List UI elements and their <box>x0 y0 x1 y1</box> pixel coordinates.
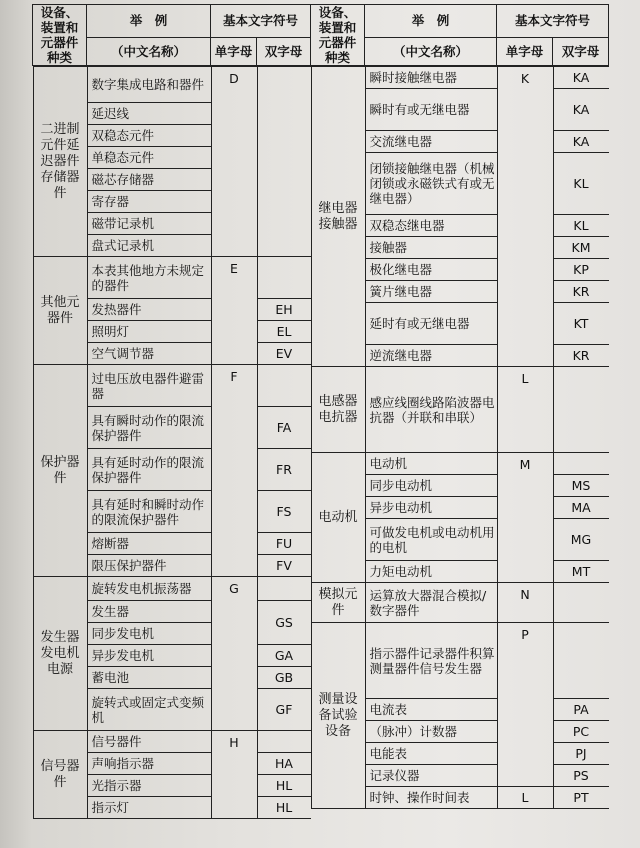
single-code-e: E <box>211 257 257 365</box>
double-code-empty <box>553 367 609 453</box>
double-code: MS <box>553 475 609 497</box>
double-code: GS <box>257 601 311 645</box>
double-code: KL <box>553 153 609 215</box>
single-code-p: P <box>497 623 553 787</box>
category-inductor: 电感器电抗器 <box>311 367 365 453</box>
single-code-k: K <box>497 67 553 367</box>
single-code-f: F <box>211 365 257 577</box>
table-row: 盘式记录机 <box>87 235 211 257</box>
table-row: 指示灯 <box>87 797 211 819</box>
table-row: 过电压放电器件避雷器 <box>87 365 211 407</box>
table-row: 空气调节器 <box>87 343 211 365</box>
header-double-right: 双字母 <box>553 37 609 65</box>
table-row: 具有延时和瞬时动作的限流保护器件 <box>87 491 211 533</box>
table-row: 极化继电器 <box>365 259 497 281</box>
single-code-h: H <box>211 731 257 819</box>
table-row: 异步发电机 <box>87 645 211 667</box>
double-code <box>257 731 311 753</box>
single-code-d: D <box>211 67 257 257</box>
right-half <box>311 66 609 809</box>
category-protect: 保护器件 <box>33 365 87 577</box>
table-row: 同步发电机 <box>87 623 211 645</box>
table-row: 寄存器 <box>87 191 211 213</box>
table-row: 磁带记录机 <box>87 213 211 235</box>
header-example-sub-left: （中文名称） <box>87 37 211 65</box>
table-row: 感应线圈线路陷波器电抗器（并联和串联） <box>365 367 497 453</box>
single-code-l-bottom: L <box>497 787 553 809</box>
double-code: HA <box>257 753 311 775</box>
category-binary: 二进制元件延迟器件存储器件 <box>33 67 87 257</box>
double-code: PJ <box>553 743 609 765</box>
table-row: 蓄电池 <box>87 667 211 689</box>
double-code: KT <box>553 303 609 345</box>
header-basic-code-left: 基本文字符号 <box>211 5 311 38</box>
table-row: 熔断器 <box>87 533 211 555</box>
table-row: 指示器件记录器件积算测量器件信号发生器 <box>365 623 497 699</box>
double-code: PT <box>553 787 609 809</box>
table-row: （脉冲）计数器 <box>365 721 497 743</box>
double-code-empty <box>553 583 609 623</box>
double-code: KM <box>553 237 609 259</box>
table-row: 时钟、操作时间表 <box>365 787 497 809</box>
category-analog: 模拟元件 <box>311 583 365 623</box>
table-row: 瞬时有或无继电器 <box>365 89 497 131</box>
table-row: 本表其他地方未规定的器件 <box>87 257 211 299</box>
double-code <box>257 577 311 601</box>
double-code <box>553 623 609 699</box>
double-code: HL <box>257 775 311 797</box>
table-row: 声响指示器 <box>87 753 211 775</box>
double-code: EH <box>257 299 311 321</box>
category-generator: 发生器发电机电源 <box>33 577 87 731</box>
header-example-left: 举 例 <box>87 5 211 38</box>
double-code: KA <box>553 67 609 89</box>
table-row: 记录仪器 <box>365 765 497 787</box>
table-row: 可做发电机或电动机用的电机 <box>365 519 497 561</box>
table-row: 瞬时接触继电器 <box>365 67 497 89</box>
double-code: KA <box>553 89 609 131</box>
table-row: 发热器件 <box>87 299 211 321</box>
single-code-l: L <box>497 367 553 453</box>
table-row: 延迟线 <box>87 103 211 125</box>
single-code-n: N <box>497 583 553 623</box>
double-code: GF <box>257 689 311 731</box>
table-row: 电能表 <box>365 743 497 765</box>
double-code: FR <box>257 449 311 491</box>
double-code: MA <box>553 497 609 519</box>
header-example-sub-right: （中文名称） <box>365 37 497 65</box>
table-row: 双稳态继电器 <box>365 215 497 237</box>
table-row: 光指示器 <box>87 775 211 797</box>
category-other: 其他元器件 <box>33 257 87 365</box>
table-row: 具有延时动作的限流保护器件 <box>87 449 211 491</box>
double-code: KP <box>553 259 609 281</box>
header-category-left: 设备、装置和元器件种类 <box>33 5 87 66</box>
table-row: 限压保护器件 <box>87 555 211 577</box>
double-code: GA <box>257 645 311 667</box>
table-row: 发生器 <box>87 601 211 623</box>
header-single-left: 单字母 <box>211 37 257 65</box>
table-row: 逆流继电器 <box>365 345 497 367</box>
table-row: 旋转发电机振荡器 <box>87 577 211 601</box>
category-signal: 信号器件 <box>33 731 87 819</box>
table-row: 旋转式或固定式变频机 <box>87 689 211 731</box>
double-code: FS <box>257 491 311 533</box>
page-edge-shadow <box>0 0 32 848</box>
double-code: EV <box>257 343 311 365</box>
double-code <box>257 365 311 407</box>
table-row: 簧片继电器 <box>365 281 497 303</box>
table-row: 闭锁接触继电器（机械闭锁或永磁铁式有或无继电器） <box>365 153 497 215</box>
double-code: FV <box>257 555 311 577</box>
double-code-empty <box>257 67 311 257</box>
double-code <box>553 453 609 475</box>
double-code: KR <box>553 281 609 303</box>
header-single-right: 单字母 <box>497 37 553 65</box>
table-row: 电动机 <box>365 453 497 475</box>
table-row: 信号器件 <box>87 731 211 753</box>
table-row: 力矩电动机 <box>365 561 497 583</box>
double-code: FU <box>257 533 311 555</box>
double-code: EL <box>257 321 311 343</box>
double-code: PC <box>553 721 609 743</box>
header-basic-code-right: 基本文字符号 <box>497 5 609 38</box>
table-row: 交流继电器 <box>365 131 497 153</box>
double-code: MG <box>553 519 609 561</box>
symbol-table <box>32 4 609 819</box>
double-code: KA <box>553 131 609 153</box>
double-code: FA <box>257 407 311 449</box>
table-row: 延时有或无继电器 <box>365 303 497 345</box>
table-row: 数字集成电路和器件 <box>87 67 211 103</box>
table-row: 运算放大器混合模拟/数字器件 <box>365 583 497 623</box>
double-code: PS <box>553 765 609 787</box>
double-code: MT <box>553 561 609 583</box>
double-code: PA <box>553 699 609 721</box>
table-row: 具有瞬时动作的限流保护器件 <box>87 407 211 449</box>
category-relay: 继电器接触器 <box>311 67 365 367</box>
header-double-left: 双字母 <box>257 37 311 65</box>
table-row: 电流表 <box>365 699 497 721</box>
table-row: 异步电动机 <box>365 497 497 519</box>
double-code: KR <box>553 345 609 367</box>
single-code-m: M <box>497 453 553 583</box>
double-code: KL <box>553 215 609 237</box>
double-code <box>257 257 311 299</box>
single-code-g: G <box>211 577 257 731</box>
double-code: GB <box>257 667 311 689</box>
left-half <box>33 66 311 819</box>
table-row: 同步电动机 <box>365 475 497 497</box>
double-code: HL <box>257 797 311 819</box>
category-motor: 电动机 <box>311 453 365 583</box>
header-example-right: 举 例 <box>365 5 497 38</box>
header-category-right: 设备、装置和元器件种类 <box>311 5 365 66</box>
table-row: 单稳态元件 <box>87 147 211 169</box>
table-row: 照明灯 <box>87 321 211 343</box>
table-row: 接触器 <box>365 237 497 259</box>
table-row: 磁芯存储器 <box>87 169 211 191</box>
table-row: 双稳态元件 <box>87 125 211 147</box>
category-measure: 测量设备试验设备 <box>311 623 365 809</box>
